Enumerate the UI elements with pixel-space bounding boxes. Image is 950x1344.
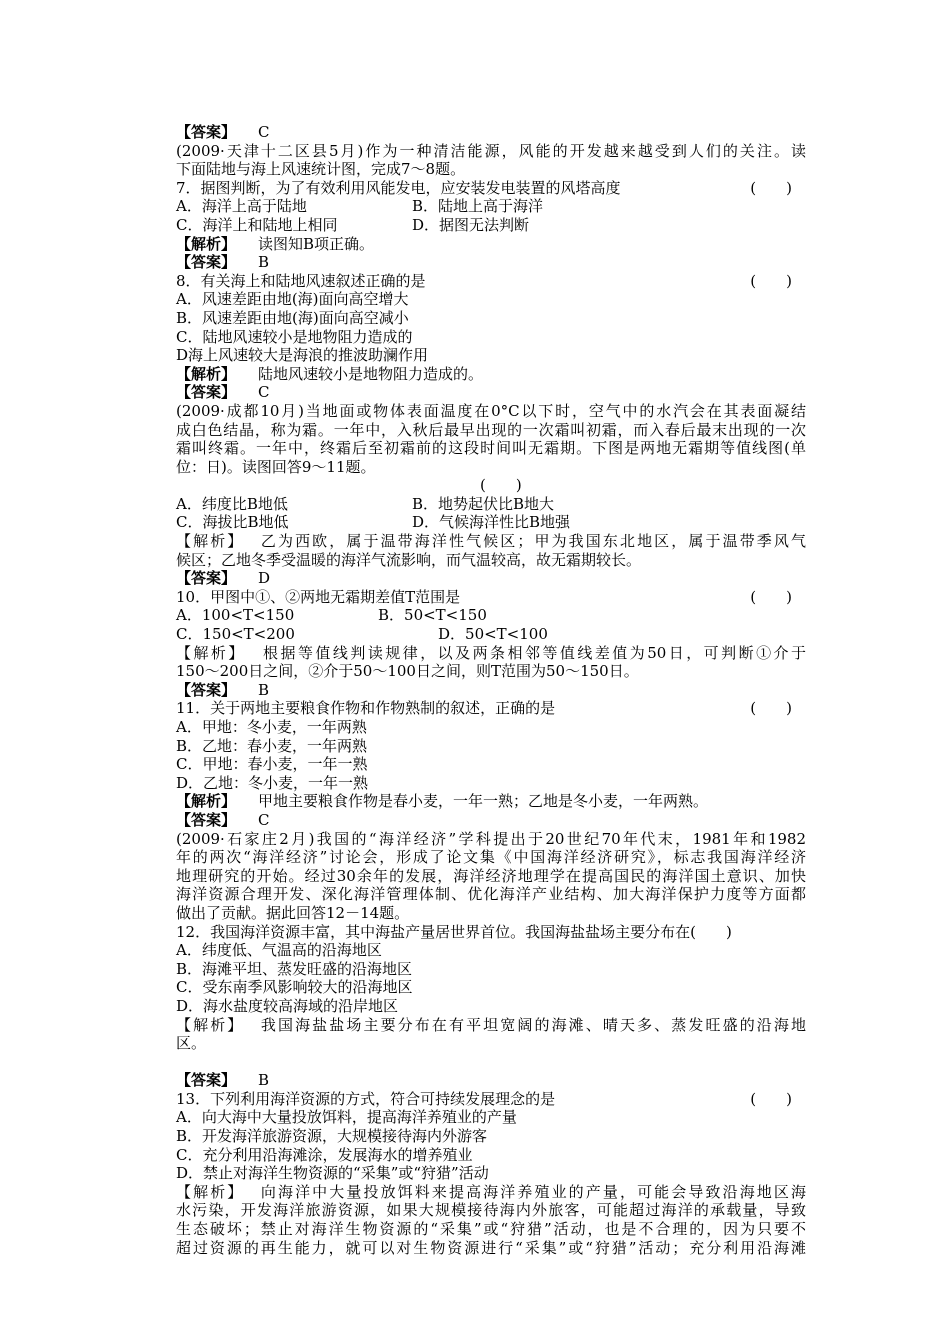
text-line: [176, 1127, 806, 1146]
text-line: [176, 123, 806, 142]
line-text: 7．据图判断，为了有效利用风能发电，应安装发电装置的风塔高度: [176, 178, 621, 197]
label-tag: 【答案】: [176, 123, 237, 141]
option-text: B．地势起伏比B地大: [412, 494, 555, 513]
tagged-line: [176, 253, 269, 271]
line-text: 【解析】 向海洋中大量投放饵料来提高海洋养殖业的产量，可能会导致沿海地区海: [176, 1182, 806, 1201]
line-text: B: [258, 1071, 270, 1090]
text-line: [176, 755, 806, 774]
text-line: [176, 1108, 806, 1127]
line-text: 8．有关海上和陆地风速叙述正确的是: [176, 271, 426, 290]
line-text: D: [258, 569, 271, 588]
label-tag: 【答案】: [176, 1071, 237, 1090]
line-text: C．甲地：春小麦，一年一熟: [176, 755, 368, 774]
answer-bracket: ( ): [750, 699, 792, 718]
text-line: [176, 328, 806, 347]
text-line: [176, 1016, 806, 1035]
text-line: [176, 1090, 806, 1109]
text-line: [176, 235, 806, 254]
line-text: B．乙地：春小麦，一年两熟: [176, 736, 368, 755]
line-text: 位：日)。读图回答9～11题。: [176, 457, 376, 476]
text-line: [176, 253, 806, 272]
text-line: [176, 904, 806, 923]
text-line: [176, 718, 806, 737]
text-line: [176, 513, 806, 532]
option-text: D．气候海洋性比B地强: [412, 513, 571, 532]
text-line: [176, 1164, 806, 1183]
tagged-line: [176, 569, 270, 587]
text-line: [176, 960, 806, 979]
label-tag: 【解析】: [176, 234, 237, 253]
line-text: (2009·天津十二区县5月)作为一种清洁能源，风能的开发越来越受到人们的关注。读: [176, 141, 806, 160]
label-tag: 【答案】: [176, 680, 237, 699]
line-text: A．海洋上高于陆地: [176, 197, 307, 216]
label-tag: 【解析】: [176, 792, 237, 811]
text-line: [176, 216, 806, 235]
tagged-line: [176, 383, 270, 401]
line-text: C．150<T<200: [176, 625, 295, 644]
line-text: 霜叫终霜。一年中，终霜后至初霜前的这段时间叫无霜期。下图是两地无霜期等值线图(单: [176, 439, 806, 458]
tagged-line: [176, 681, 269, 699]
line-text: 【解析】 根据等值线判读规律，以及两条相邻等值线差值为50日，可判断①介于: [176, 643, 806, 662]
line-text: 【解析】 我国海盐盐场主要分布在有平坦宽阔的海滩、晴天多、蒸发旺盛的沿海地: [176, 1015, 806, 1034]
text-line: [176, 383, 806, 402]
tagged-line: [176, 235, 374, 253]
tagged-line: [176, 123, 270, 141]
text-line: [176, 532, 806, 551]
text-line: [176, 1239, 806, 1258]
tagged-line: [176, 1071, 269, 1089]
line-text: B: [258, 680, 270, 699]
line-text: A．风速差距由地(海)面向高空增大: [176, 290, 409, 309]
line-text: (2009·成都10月)当地面或物体表面温度在0°C以下时，空气中的水汽会在其表面凝结: [176, 401, 806, 420]
line-text: A．纬度比B地低: [176, 494, 288, 513]
tagged-line: [176, 365, 483, 383]
text-line: [176, 644, 806, 663]
text-line: [176, 476, 806, 495]
line-text: A．向大海中大量投放饵料，提高海洋养殖业的产量: [176, 1108, 517, 1127]
text-line: [176, 495, 806, 514]
line-text: B．开发海洋旅游资源，大规模接待海内外游客: [176, 1127, 488, 1146]
line-text: B: [258, 253, 270, 272]
line-text: 12．我国海洋资源丰富，其中海盐产量居世界首位。我国海盐盐场主要分布在( ): [176, 922, 732, 941]
line-text: C: [258, 383, 270, 402]
label-tag: 【答案】: [176, 253, 237, 272]
option-text: D．据图无法判断: [412, 215, 530, 234]
text-line: [176, 848, 806, 867]
text-line: [176, 179, 806, 198]
label-tag: 【解析】: [176, 364, 237, 383]
line-text: 陆地风速较小是地物阻力造成的。: [258, 364, 484, 383]
option-text: D．50<T<100: [438, 625, 548, 644]
line-text: B．风速差距由地(海)面向高空减小: [176, 308, 409, 327]
text-line: [176, 309, 806, 328]
tagged-line: [176, 792, 708, 810]
line-text: A．甲地：冬小麦，一年两熟: [176, 718, 367, 736]
text-line: [176, 421, 806, 440]
line-text: (2009·石家庄2月)我国的“海洋经济”学科提出于20世纪70年代末，1981年和1982: [176, 829, 806, 848]
text-line: [176, 1220, 806, 1239]
text-line: [176, 142, 806, 161]
text-line: [176, 811, 806, 830]
line-text: 做出了贡献。据此回答12－14题。: [176, 903, 410, 922]
text-line: [176, 160, 806, 179]
line-text: 读图知B项正确。: [258, 234, 375, 253]
line-text: D．乙地：冬小麦，一年一熟: [176, 773, 369, 792]
text-line: [176, 197, 806, 216]
text-line: [176, 606, 806, 625]
text-line: [176, 830, 806, 849]
answer-bracket: ( ): [750, 1089, 792, 1108]
text-line: [176, 625, 806, 644]
text-line: [176, 774, 806, 793]
text-line: [176, 272, 806, 291]
text-line: [176, 941, 806, 960]
answer-bracket: ( ): [750, 271, 792, 290]
line-text: 13．下列利用海洋资源的方式，符合可持续发展理念的是: [176, 1089, 556, 1108]
line-text: 11．关于两地主要粮食作物和作物熟制的叙述，正确的是: [176, 699, 556, 718]
text-line: [176, 737, 806, 756]
line-text: D海上风速较大是海浪的推波助澜作用: [176, 346, 429, 365]
text-line: [176, 365, 806, 384]
text-line: [176, 1201, 806, 1220]
line-text: 10．甲图中①、②两地无霜期差值T范围是: [176, 587, 461, 606]
text-line: [176, 1053, 806, 1072]
text-line: [176, 1146, 806, 1165]
option-text: B．50<T<150: [378, 606, 487, 625]
line-text: 甲地主要粮食作物是春小麦，一年一熟；乙地是冬小麦，一年两熟。: [258, 792, 709, 811]
line-text: C．充分利用沿海滩涂，发展海水的增养殖业: [176, 1145, 473, 1164]
document-body: [176, 123, 806, 1257]
text-line: [176, 923, 806, 942]
line-text: 地理研究的开始。经过30余年的发展，海洋经济地理学在提高国民的海洋国土意识、加快: [176, 866, 806, 885]
text-line: [176, 1034, 806, 1053]
line-text: 生态破坏；禁止对海洋生物资源的“采集”或“狩猎”活动，也是不合理的，因为只要不: [176, 1220, 806, 1239]
text-line: [176, 439, 806, 458]
text-line: [176, 885, 806, 904]
text-line: [176, 290, 806, 309]
text-line: [176, 346, 806, 365]
text-line: [176, 662, 806, 681]
text-line: [176, 997, 806, 1016]
text-line: [176, 458, 806, 477]
text-line: [176, 699, 806, 718]
text-line: [176, 569, 806, 588]
label-tag: 【答案】: [176, 569, 237, 588]
text-line: [176, 1183, 806, 1202]
line-text: D．禁止对海洋生物资源的“采集”或“狩猎”活动: [176, 1164, 489, 1183]
line-text: C: [258, 123, 270, 141]
label-tag: 【答案】: [176, 810, 237, 829]
label-tag: 【答案】: [176, 383, 237, 402]
line-text: C．受东南季风影响较大的沿海地区: [176, 978, 413, 997]
text-line: [176, 588, 806, 607]
text-line: [176, 551, 806, 570]
text-line: [176, 681, 806, 700]
text-line: [176, 867, 806, 886]
text-line: [176, 792, 806, 811]
answer-bracket: ( ): [750, 587, 792, 606]
line-text: A．纬度低、气温高的沿海地区: [176, 941, 382, 960]
line-text: C．海拔比B地低: [176, 513, 289, 532]
line-text: 海洋资源合理开发、深化海洋管理体制、优化海洋产业结构、加大海洋保护力度等方面都: [176, 885, 806, 904]
line-text: C．陆地风速较小是地物阻力造成的: [176, 327, 413, 346]
answer-bracket: ( ): [750, 178, 792, 197]
text-line: [176, 402, 806, 421]
line-text: A．100<T<150: [176, 606, 295, 625]
line-text: 成白色结晶，称为霜。一年中，入秋后最早出现的一次霜叫初霜，而入春后最末出现的一次: [176, 420, 806, 439]
line-text: 超过资源的再生能力，就可以对生物资源进行“采集”或“狩猎”活动；充分利用沿海滩: [176, 1238, 806, 1257]
text-line: [176, 1071, 806, 1090]
line-text: 候区；乙地冬季受温暖的海洋气流影响，而气温较高，故无霜期较长。: [176, 550, 642, 569]
line-text: 【解析】 乙为西欧，属于温带海洋性气候区；甲为我国东北地区，属于温带季风气: [176, 532, 806, 551]
tagged-line: [176, 811, 270, 829]
line-text: 150～200日之间，②介于50～100日之间，则T范围为50～150日。: [176, 662, 639, 681]
line-text: B．海滩平坦、蒸发旺盛的沿海地区: [176, 959, 413, 978]
option-text: B．陆地上高于海洋: [412, 197, 544, 216]
line-text: D．海水盐度较高海域的沿岸地区: [176, 996, 399, 1015]
line-text: C: [258, 810, 270, 829]
line-text: 区。: [176, 1034, 207, 1053]
line-text: 下面陆地与海上风速统计图，完成7～8题。: [176, 160, 466, 179]
line-text: C．海洋上和陆地上相同: [176, 215, 338, 234]
answer-bracket: ( ): [480, 476, 522, 495]
text-line: [176, 978, 806, 997]
line-text: 年的两次“海洋经济”讨论会，形成了论文集《中国海洋经济研究》，标志我国海洋经济: [176, 848, 806, 867]
line-text: 水污染，开发海洋旅游资源，如果大规模接待海内外旅客，可能超过海洋的承载量，导致: [176, 1201, 806, 1220]
